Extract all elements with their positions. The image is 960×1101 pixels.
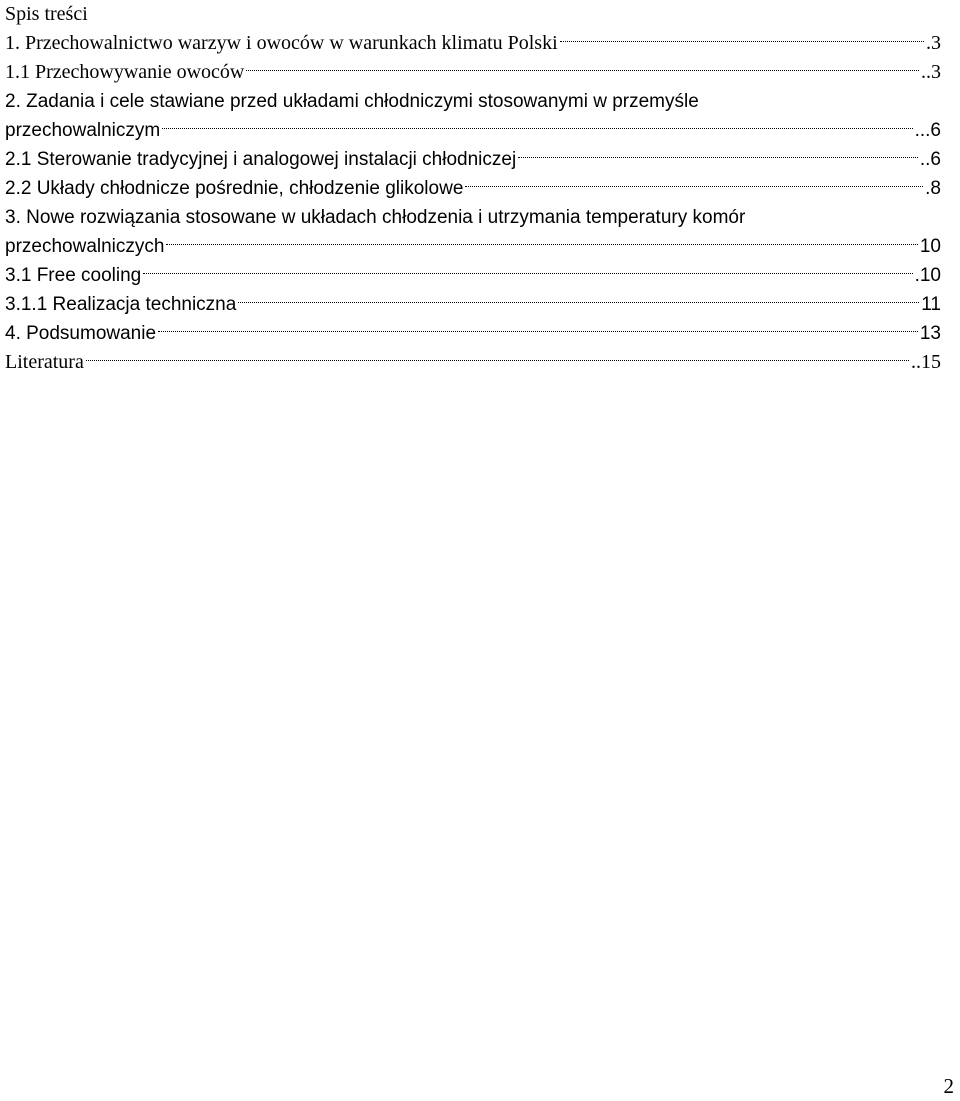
toc-entry[interactable] (5, 145, 941, 174)
dot-leader (166, 244, 917, 245)
toc-entry-text: przechowalniczym (5, 120, 161, 141)
toc-entry-page: .3 (926, 32, 941, 54)
toc-entry-text: 4. Podsumowanie (5, 323, 157, 344)
dot-leader (246, 70, 919, 71)
toc-entry-text: 3.1 Free cooling (5, 265, 142, 286)
dot-leader (86, 360, 909, 361)
toc-entry[interactable] (5, 58, 941, 87)
toc-entry-page: 11 (921, 294, 941, 315)
toc-entry[interactable] (5, 116, 941, 145)
toc-entry-text: 2.2 Układy chłodnicze pośrednie, chłodzenie glikolowe (5, 178, 464, 199)
toc-entry-page: .10 (914, 265, 941, 286)
toc-entry-text: 1. Przechowalnictwo warzyw i owoców w warunkach klimatu Polski (5, 32, 558, 54)
toc-entry-text: 1.1 Przechowywanie owoców (5, 61, 245, 83)
toc-entry-page: 10 (919, 236, 941, 257)
toc-entry[interactable] (5, 319, 941, 348)
toc-entry[interactable] (5, 348, 941, 377)
dot-leader (560, 41, 924, 42)
dot-leader (158, 331, 918, 332)
toc-entry-text: 3. Nowe rozwiązania stosowane w układach chłodzenia i utrzymania temperatury komór (5, 207, 746, 228)
dot-leader (143, 273, 912, 274)
toc-entry-wrapped-first-line[interactable] (5, 203, 941, 232)
toc-entry-page: ...6 (914, 120, 941, 141)
toc-entry-text: 2. Zadania i cele stawiane przed układami chłodniczymi stosowanymi w przemyśle (5, 91, 699, 112)
table-of-contents (5, 0, 941, 377)
toc-entry[interactable] (5, 232, 941, 261)
toc-entry-text: przechowalniczych (5, 236, 165, 257)
dot-leader (238, 302, 919, 303)
toc-entry-text: Literatura (5, 351, 84, 373)
toc-entry-text: 2.1 Sterowanie tradycyjnej i analogowej instalacji chłodniczej (5, 149, 517, 170)
toc-entry[interactable] (5, 174, 941, 203)
toc-entry-page: ..15 (911, 351, 941, 373)
toc-heading: Spis treści (5, 3, 88, 25)
toc-entry-page: ..3 (921, 61, 941, 83)
toc-entry[interactable] (5, 261, 941, 290)
toc-entry-page: .8 (925, 178, 941, 199)
toc-entry-wrapped-first-line[interactable] (5, 87, 941, 116)
toc-entry-page: ..6 (919, 149, 941, 170)
toc-entry-text: 3.1.1 Realizacja techniczna (5, 294, 237, 315)
dot-leader (465, 186, 923, 187)
page-number: 2 (943, 1074, 954, 1098)
toc-entry[interactable] (5, 29, 941, 58)
toc-entry[interactable] (5, 290, 941, 319)
dot-leader (518, 157, 918, 158)
toc-entry-page: 13 (919, 323, 941, 344)
dot-leader (162, 128, 912, 129)
